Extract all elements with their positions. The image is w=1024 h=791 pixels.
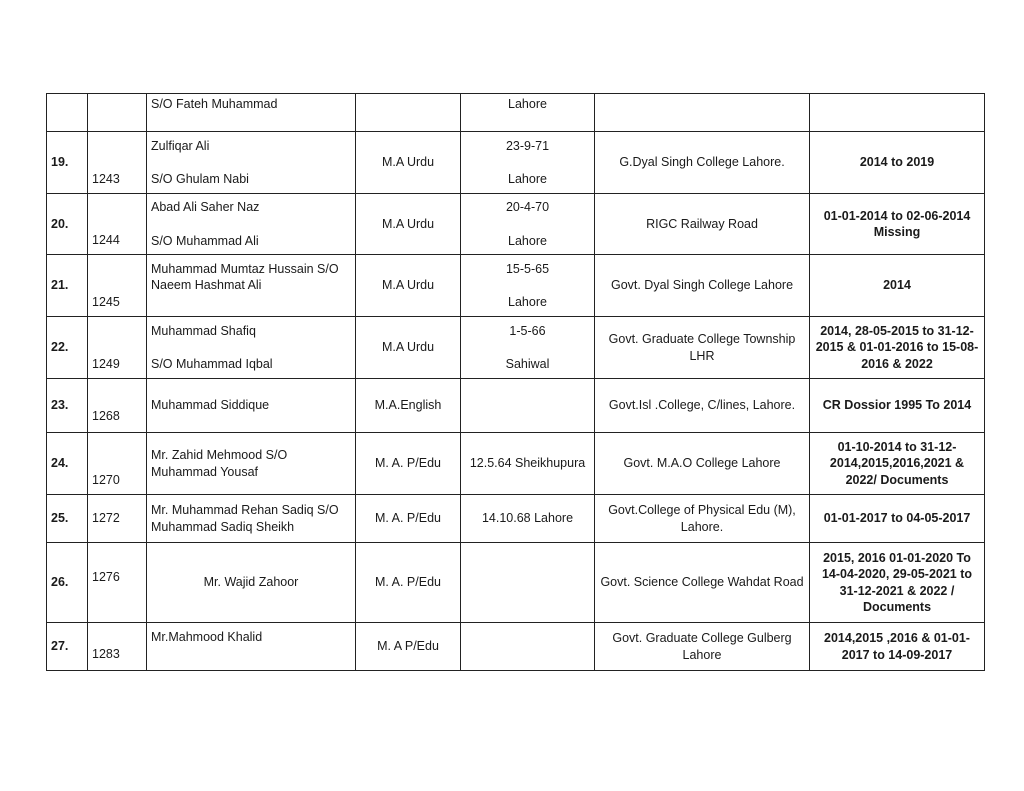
table-row xyxy=(47,132,985,194)
name-line: Mr.Mahmood Khalid xyxy=(151,630,263,644)
college-cell xyxy=(595,132,810,194)
serial-number: 23. xyxy=(51,398,69,413)
college-cell xyxy=(595,495,810,543)
name-cell xyxy=(147,317,356,379)
period: 2014,2015 ,2016 & 01-01-2017 to 14-09-2017 xyxy=(824,631,970,662)
name-line: Muhammad Shafiq xyxy=(151,323,256,338)
qualification-cell xyxy=(356,495,461,543)
college-cell xyxy=(595,94,810,132)
name-line: Muhammad Mumtaz Hussain S/O Naeem Hashmat Ali xyxy=(151,262,339,293)
qualification: M. A. P/Edu xyxy=(374,456,441,471)
dob-place-cell xyxy=(461,194,595,255)
serial-number-cell xyxy=(47,623,88,671)
employee-id-cell xyxy=(88,194,147,255)
serial-number-cell xyxy=(47,255,88,317)
dob-place-cell xyxy=(461,94,595,132)
serial-number: 25. xyxy=(51,511,69,526)
qualification-cell xyxy=(356,379,461,433)
qualification-cell xyxy=(356,94,461,132)
name-line: Abad Ali Saher Naz xyxy=(151,200,260,214)
serial-number: 24. xyxy=(51,456,69,471)
employee-id-cell xyxy=(88,379,147,433)
qualification: M. A. P/Edu xyxy=(374,575,441,590)
qualification-cell xyxy=(356,255,461,317)
dob-line: 23-9-71 xyxy=(505,138,550,153)
dob-line: 1-5-66 xyxy=(509,323,546,338)
period-cell xyxy=(810,194,985,255)
qualification-cell xyxy=(356,132,461,194)
qualification: M. A P/Edu xyxy=(377,639,439,654)
name-cell xyxy=(147,543,356,623)
college-cell xyxy=(595,433,810,495)
employee-id: 1270 xyxy=(92,472,120,487)
college: Govt. M.A.O College Lahore xyxy=(623,456,781,471)
table-row xyxy=(47,255,985,317)
serial-number-cell xyxy=(47,543,88,623)
serial-number: 26. xyxy=(51,575,69,590)
serial-number-cell xyxy=(47,317,88,379)
dob-place-cell xyxy=(461,495,595,543)
qualification: M.A Urdu xyxy=(381,340,435,355)
employee-id: 1245 xyxy=(92,294,120,309)
dob-place-cell xyxy=(461,317,595,379)
period-cell xyxy=(810,255,985,317)
dob-line: 12.5.64 Sheikhupura xyxy=(469,456,586,471)
serial-number: 22. xyxy=(51,340,69,355)
period-cell xyxy=(810,433,985,495)
employee-id-cell xyxy=(88,255,147,317)
dob-place-cell xyxy=(461,433,595,495)
name-cell xyxy=(147,433,356,495)
college-cell xyxy=(595,623,810,671)
employee-id: 1283 xyxy=(92,646,120,661)
dob-line: 15-5-65 xyxy=(505,261,550,276)
qualification: M. A. P/Edu xyxy=(374,511,441,526)
period-cell xyxy=(810,543,985,623)
employee-id-cell xyxy=(88,623,147,671)
name-cell xyxy=(147,255,356,317)
serial-number-cell xyxy=(47,94,88,132)
dob-line: Lahore xyxy=(508,233,547,248)
name-cell xyxy=(147,132,356,194)
period-cell xyxy=(810,317,985,379)
serial-number: 20. xyxy=(51,216,69,231)
period: 2014 xyxy=(883,278,911,293)
employee-id-cell xyxy=(88,94,147,132)
serial-number: 19. xyxy=(51,155,69,170)
employee-id-cell xyxy=(88,132,147,194)
period: 01-01-2017 to 04-05-2017 xyxy=(823,511,971,526)
period-cell xyxy=(810,623,985,671)
name-cell xyxy=(147,94,356,132)
serial-number-cell xyxy=(47,495,88,543)
dob-place-cell xyxy=(461,543,595,623)
serial-number-cell xyxy=(47,433,88,495)
college-cell xyxy=(595,317,810,379)
dob-place-cell xyxy=(461,379,595,433)
college: Govt.College of Physical Edu (M), Lahore. xyxy=(608,503,796,534)
table-row xyxy=(47,379,985,433)
college-cell xyxy=(595,194,810,255)
name-cell xyxy=(147,495,356,543)
college: Govt. Graduate College Township LHR xyxy=(608,332,796,363)
employee-id: 1272 xyxy=(92,511,120,526)
records-table xyxy=(46,93,985,671)
college-cell xyxy=(595,255,810,317)
qualification-cell xyxy=(356,433,461,495)
name-line: Mr. Zahid Mehmood S/O Muhammad Yousaf xyxy=(151,448,288,479)
qualification: M.A Urdu xyxy=(381,216,435,231)
name-line: S/O Muhammad Ali xyxy=(151,233,259,248)
name-line: Zulfiqar Ali xyxy=(151,138,210,153)
name-line: Muhammad Siddique xyxy=(151,398,270,413)
period-cell xyxy=(810,132,985,194)
dob-line: Lahore xyxy=(508,295,547,310)
table-row xyxy=(47,495,985,543)
name-line: S/O Ghulam Nabi xyxy=(151,172,249,187)
employee-id: 1243 xyxy=(92,171,120,186)
name-line: S/O Muhammad Iqbal xyxy=(151,357,273,372)
serial-number: 27. xyxy=(51,639,69,654)
dob-line: Lahore xyxy=(508,97,547,111)
name-cell xyxy=(147,194,356,255)
serial-number-cell xyxy=(47,379,88,433)
employee-id-cell xyxy=(88,317,147,379)
dob-line: Sahiwal xyxy=(505,357,550,372)
period-cell xyxy=(810,94,985,132)
college: Govt. Graduate College Gulberg Lahore xyxy=(612,631,792,662)
serial-number: 21. xyxy=(51,278,69,293)
employee-id-cell xyxy=(88,433,147,495)
qualification: M.A Urdu xyxy=(381,155,435,170)
college: Govt. Science College Wahdat Road xyxy=(600,575,804,590)
qualification: M.A Urdu xyxy=(381,278,435,293)
employee-id: 1249 xyxy=(92,356,120,371)
period: 2015, 2016 01-01-2020 To 14-04-2020, 29-05-2021 to 31-12-2021 & 2022 / Documents xyxy=(821,551,973,614)
college: Govt.Isl .College, C/lines, Lahore. xyxy=(608,398,796,413)
table-row xyxy=(47,433,985,495)
table-row xyxy=(47,623,985,671)
college-cell xyxy=(595,543,810,623)
college-cell xyxy=(595,379,810,433)
college: Govt. Dyal Singh College Lahore xyxy=(610,278,794,293)
employee-id: 1276 xyxy=(92,570,120,584)
name-line: S/O Fateh Muhammad xyxy=(151,97,278,111)
serial-number-cell xyxy=(47,194,88,255)
period: 2014, 28-05-2015 to 31-12-2015 & 01-01-2016 to 15-08-2016 & 2022 xyxy=(815,324,979,371)
table-row xyxy=(47,317,985,379)
college: RIGC Railway Road xyxy=(646,216,758,231)
qualification: M.A.English xyxy=(374,398,442,413)
table-row xyxy=(47,194,985,255)
qualification-cell xyxy=(356,317,461,379)
qualification-cell xyxy=(356,543,461,623)
table-row xyxy=(47,94,985,132)
employee-id-cell xyxy=(88,543,147,623)
period: 01-10-2014 to 31-12-2014,2015,2016,2021 & 2022/ Documents xyxy=(829,440,965,487)
dob-place-cell xyxy=(461,132,595,194)
name-cell xyxy=(147,623,356,671)
employee-id: 1268 xyxy=(92,408,120,423)
college: G.Dyal Singh College Lahore. xyxy=(619,155,785,170)
dob-place-cell xyxy=(461,255,595,317)
period-cell xyxy=(810,495,985,543)
period: CR Dossior 1995 To 2014 xyxy=(822,398,972,413)
qualification-cell xyxy=(356,194,461,255)
period: 2014 to 2019 xyxy=(859,155,935,170)
dob-line: 14.10.68 Lahore xyxy=(481,511,574,526)
period: 01-01-2014 to 02-06-2014 Missing xyxy=(823,208,971,239)
serial-number-cell xyxy=(47,132,88,194)
dob-line: 20-4-70 xyxy=(505,200,550,214)
name-line: Mr. Wajid Zahoor xyxy=(203,575,299,590)
table-row xyxy=(47,543,985,623)
name-cell xyxy=(147,379,356,433)
employee-id-cell xyxy=(88,495,147,543)
employee-id: 1244 xyxy=(92,232,120,247)
dob-line: Lahore xyxy=(508,172,547,187)
qualification-cell xyxy=(356,623,461,671)
period-cell xyxy=(810,379,985,433)
name-line: Mr. Muhammad Rehan Sadiq S/O Muhammad Sadiq Sheikh xyxy=(151,503,339,534)
dob-place-cell xyxy=(461,623,595,671)
